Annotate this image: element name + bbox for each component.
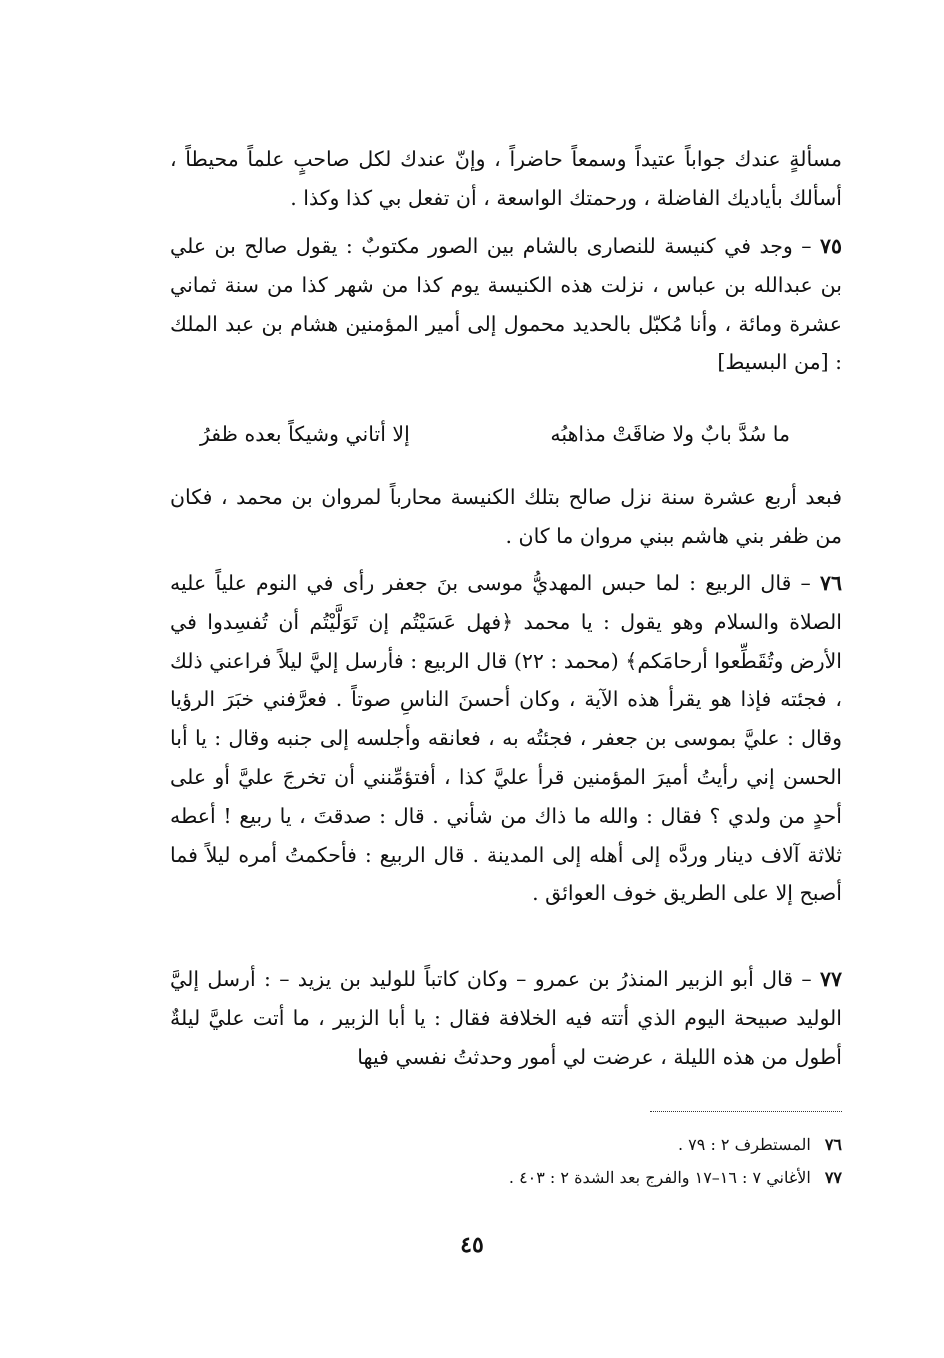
entry-77-text: – قال أبو الزبير المنذرُ بن عمرو – وكان كاتباً للوليد بن يزيد – : أرسل إليَّ الوليد صبيحة اليوم الذي أتته فيه الخلافة فقال : يا أبا الزبير ، ما أتت عليَّ ليلةٌ أطول من هذه الليلة ، عرضت لي أمور وحدثتُ نفسي فيها [170, 967, 842, 1069]
entry-77-number: ٧٧ [819, 967, 842, 991]
footnote-77 [300, 1161, 842, 1194]
poetry-verse [200, 414, 790, 454]
entry-76-paragraph [170, 564, 842, 913]
entry-77-paragraph [170, 960, 842, 1076]
after-verse-paragraph: فبعد أربع عشرة سنة نزل صالح بتلك الكنيسة محارباً لمروان بن محمد ، فكان من ظفر بني هاشم ببني مروان ما كان . [170, 485, 842, 548]
footnote-76 [300, 1128, 842, 1161]
page-number: ٤٥ [460, 1232, 484, 1258]
verse-first-hemistich: ما سُدَّ بابٌ ولا ضاقَتْ مذاهبُه [550, 422, 790, 446]
footnote-text: المستطرف ٢ : ٧٩ . [678, 1135, 811, 1154]
footnotes [300, 1128, 842, 1194]
verse-second-hemistich: إلا أتاني وشيكاً بعده ظفرُ [200, 422, 410, 446]
footnote-number: ٧٦ [824, 1135, 842, 1154]
footnote-text: الأغاني ٧ : ١٦–١٧ والفرج بعد الشدة ٢ : ٤٠٣ . [508, 1168, 811, 1187]
top-paragraph [170, 140, 842, 218]
entry-76 [170, 564, 842, 913]
entry-75-number: ٧٥ [819, 234, 842, 258]
paragraph-continuation: مسألةٍ عندك جواباً عتيداً وسمعاً حاضراً ، وإنّ عندك لكل صاحبٍ علماً محيطاً ، أسألك بأياديك الفاضلة ، ورحمتك الواسعة ، أن تفعل بي كذا وكذا . [170, 147, 842, 210]
entry-75 [170, 227, 842, 382]
entry-76-number: ٧٦ [819, 571, 842, 595]
entry-77 [170, 960, 842, 1076]
footnote-divider [650, 1111, 842, 1112]
entry-76-text: – قال الربيع : لما حبس المهديُّ موسى بنَ جعفر رأى في النوم علياً عليه الصلاة والسلام وهو يقول : يا محمد ﴿فهل عَسَيْتُم إن تَوَلَّيْتُم أن تُفسِدوا في الأرض وتُقَطِّعوا أرحامَكم﴾ (محمد : ٢٢) قال الربيع : فأرسل إليَّ ليلاً فراعني ذلك ، فجئته فإذا هو يقرأ هذه الآية ، وكان أحسنَ الناسِ صوتاً . فعرَّفني خبَرَ الرؤيا وقال : عليَّ بموسى بن جعفر ، فجئتُه به ، فعانقه وأجلسه إلى جنبه وقال : يا أبا الحسن إني رأيتُ أميرَ المؤمنين قرأ عليَّ كذا ، أفتؤمِّنني أن تخرجَ عليَّ أو على أحدٍ من ولدي ؟ فقال : والله ما ذاك من شأني . قال : صدقتَ ، يا ربيع ! أعطه ثلاثة آلاف دينار وردَّه إلى أهله إلى المدينة . قال الربيع : فأحكمتُ أمره ليلاً فما أصبح إلا على الطريق خوف العوائق . [170, 571, 842, 906]
entry-75-conclusion [170, 478, 842, 556]
entry-75-text: – وجد في كنيسة للنصارى بالشام بين الصور مكتوبٌ : يقول صالح بن علي بن عبدالله بن عباس ، نزلت هذه الكنيسة يوم كذا من شهر كذا من سنة ثماني عشرة ومائة ، وأنا مُكبّل بالحديد محمول إلى أمير المؤمنين هشام بن عبد الملك : [من البسيط] [170, 234, 842, 375]
entry-75-paragraph [170, 227, 842, 382]
footnote-number: ٧٧ [824, 1168, 842, 1187]
